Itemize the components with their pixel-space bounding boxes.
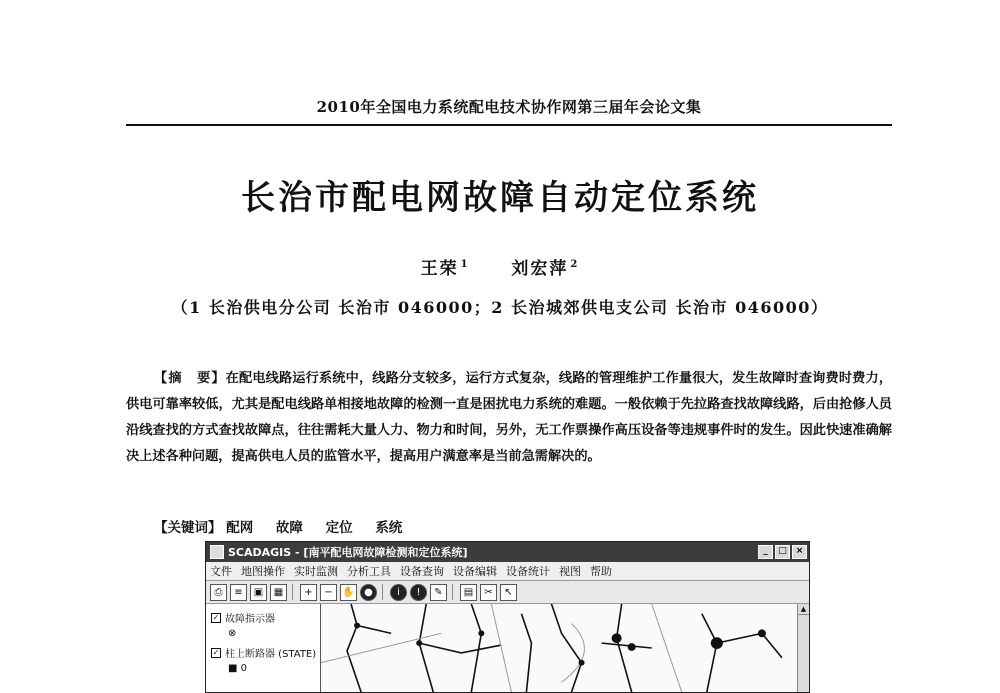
author-affil-mark: 2 bbox=[570, 259, 580, 271]
window-title: SCADAGIS - [南平配电网故障检测和定位系统] bbox=[228, 546, 468, 559]
close-button[interactable]: × bbox=[792, 545, 807, 559]
checkbox-icon[interactable]: ✓ bbox=[212, 647, 220, 657]
layer-item[interactable] bbox=[211, 645, 320, 660]
pointer-icon[interactable]: ↖ bbox=[500, 584, 517, 601]
zoom-in-icon[interactable]: + bbox=[300, 584, 317, 601]
menu-map-ops[interactable]: 地图操作 bbox=[241, 565, 285, 578]
cut-icon[interactable]: ✂ bbox=[480, 584, 497, 601]
keyword: 定位 bbox=[325, 520, 353, 536]
menu-analysis-tools[interactable]: 分析工具 bbox=[347, 565, 391, 578]
author-affil-mark: 1 bbox=[460, 259, 470, 271]
keywords bbox=[154, 516, 420, 536]
abstract bbox=[126, 366, 892, 470]
keyword: 系统 bbox=[375, 520, 403, 536]
menu-file[interactable]: 文件 bbox=[210, 565, 232, 578]
layer-label: 故障指示器 bbox=[225, 614, 275, 625]
breaker-symbol: ■ 0 bbox=[228, 663, 247, 674]
layer-panel bbox=[206, 604, 321, 692]
paper-title: 长治市配电网故障自动定位系统 bbox=[241, 178, 759, 218]
vertical-scrollbar[interactable] bbox=[797, 604, 809, 692]
header-rule bbox=[126, 124, 892, 126]
menu-realtime-monitor[interactable]: 实时监测 bbox=[294, 565, 338, 578]
map-canvas[interactable] bbox=[321, 604, 797, 692]
scadagis-screenshot-figure bbox=[205, 541, 810, 693]
grid-icon[interactable]: ▦ bbox=[270, 584, 287, 601]
save-icon[interactable]: ▣ bbox=[250, 584, 267, 601]
keyword: 配网 bbox=[226, 520, 254, 536]
layers-icon[interactable]: ≡ bbox=[230, 584, 247, 601]
scroll-up-icon[interactable]: ▲ bbox=[798, 604, 809, 615]
author-name: 刘宏萍 bbox=[511, 259, 569, 279]
window-titlebar bbox=[206, 542, 809, 562]
pan-hand-icon[interactable]: ✋ bbox=[340, 584, 357, 601]
author-name: 王荣 bbox=[420, 259, 459, 279]
maximize-button[interactable]: □ bbox=[775, 545, 790, 559]
proceedings-header: 2010年全国电力系统配电技术协作网第三届年会论文集 bbox=[316, 98, 702, 116]
menu-help[interactable]: 帮助 bbox=[590, 565, 612, 578]
keywords-label: 【关键词】 bbox=[154, 520, 222, 536]
menu-view[interactable]: 视图 bbox=[559, 565, 581, 578]
author-line bbox=[0, 254, 1000, 279]
abstract-label: 【摘 要】 bbox=[154, 371, 226, 386]
image-icon[interactable]: ▤ bbox=[460, 584, 477, 601]
keyword: 故障 bbox=[275, 520, 303, 536]
menu-bar bbox=[206, 562, 809, 581]
network-map bbox=[321, 604, 797, 692]
toolbar bbox=[206, 581, 809, 604]
globe-icon[interactable]: ● bbox=[360, 584, 377, 601]
app-icon bbox=[210, 545, 224, 559]
fault-indicator-symbol: ⊗ bbox=[228, 628, 237, 639]
zoom-out-icon[interactable]: − bbox=[320, 584, 337, 601]
edit-icon[interactable]: ✎ bbox=[430, 584, 447, 601]
affiliation: （1 长治供电分公司 长治市 046000；2 长治城郊供电支公司 长治市 046000） bbox=[171, 298, 829, 317]
info-icon[interactable]: i bbox=[390, 584, 407, 601]
minimize-button[interactable]: _ bbox=[758, 545, 773, 559]
layer-label: 柱上断路器 (STATE) bbox=[225, 649, 317, 660]
workspace bbox=[206, 604, 809, 692]
menu-device-stats[interactable]: 设备统计 bbox=[506, 565, 550, 578]
alert-icon[interactable]: ! bbox=[410, 584, 427, 601]
menu-device-query[interactable]: 设备查询 bbox=[400, 565, 444, 578]
layer-item[interactable] bbox=[211, 610, 320, 625]
print-icon[interactable]: ⎙ bbox=[210, 584, 227, 601]
abstract-text: 在配电线路运行系统中，线路分支较多，运行方式复杂，线路的管理维护工作量很大，发生故障时查询费时费力，供电可靠率较低，尤其是配电线路单相接地故障的检测一直是困扰电力系统的难题。一般依赖于先拉路查找故障线路，后由抢修人员沿线查找的方式查找故障点，往往需耗大量人力、物力和时间，另外，无工作票操作高压设备等违规事件时的发生。因此快速准确解决上述各种问题，提高供电人员的监管水平，提高用户满意率是当前急需解决的。 bbox=[126, 371, 893, 464]
checkbox-icon[interactable]: ✓ bbox=[212, 612, 220, 622]
menu-device-edit[interactable]: 设备编辑 bbox=[453, 565, 497, 578]
